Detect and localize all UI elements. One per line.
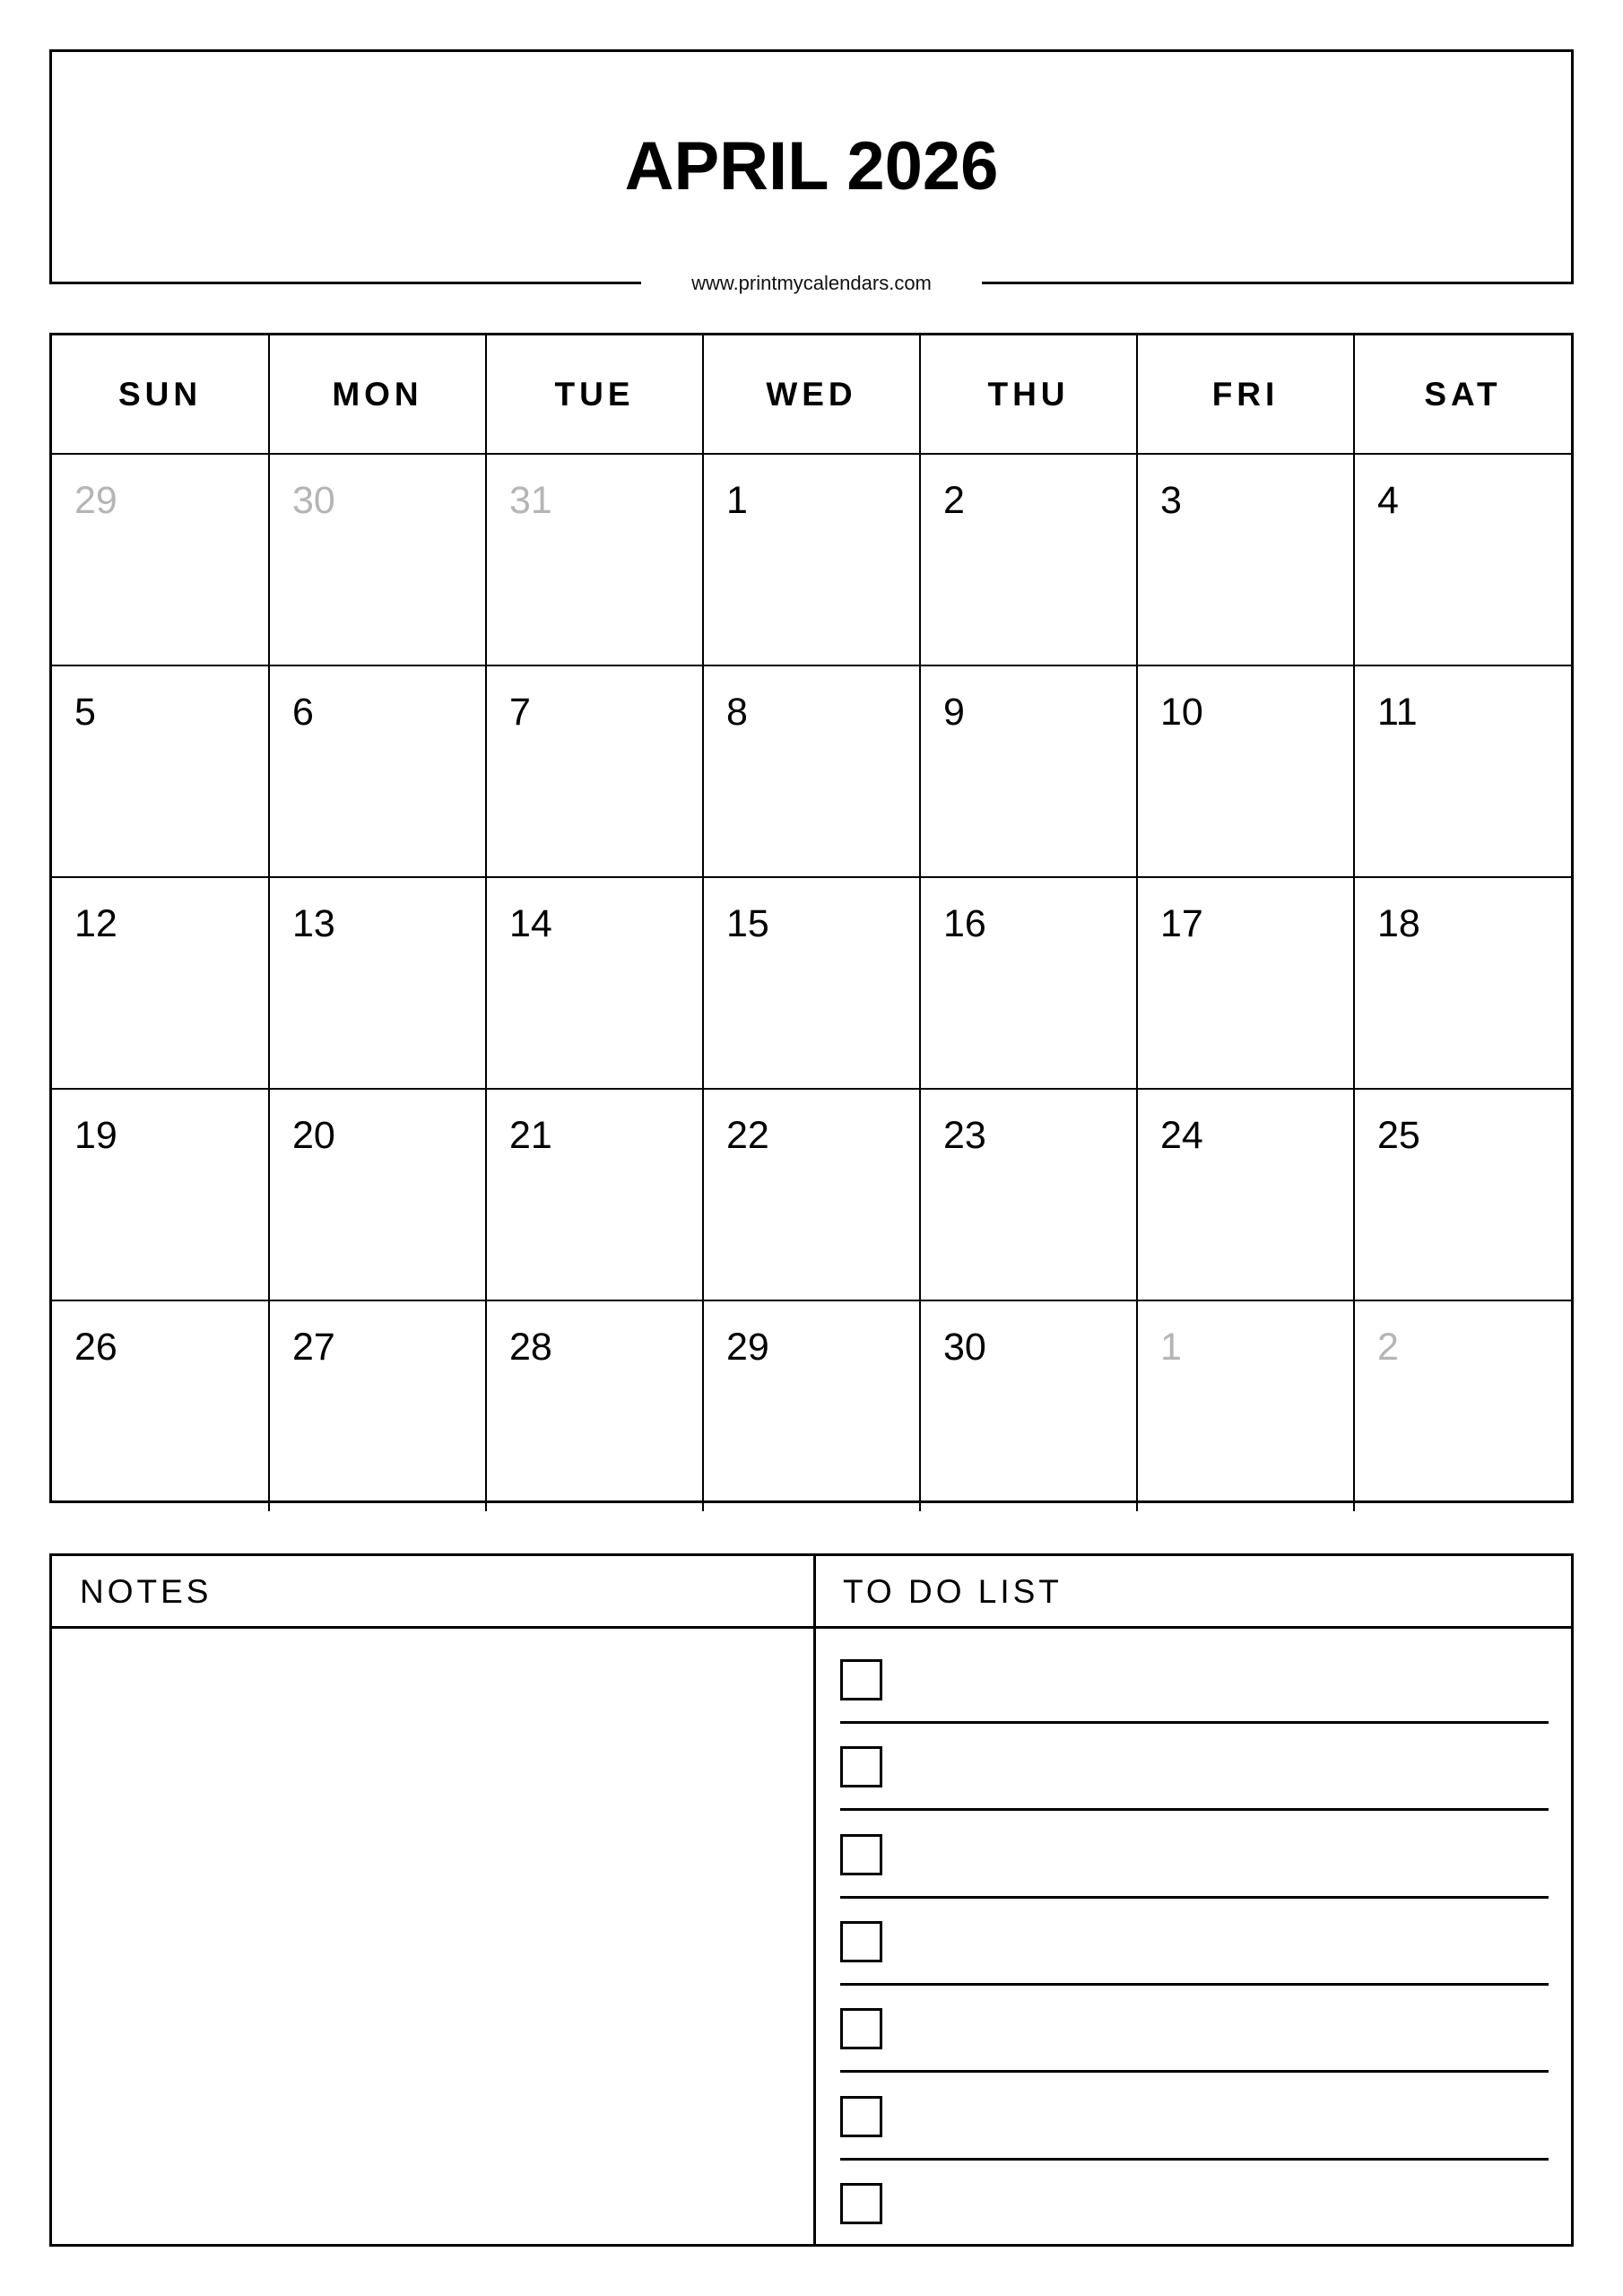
day-number: 26 [74,1326,117,1369]
todo-checkbox[interactable] [840,2096,882,2137]
day-cell[interactable] [52,1089,269,1300]
notes-area[interactable] [52,1629,813,2247]
day-cell[interactable] [486,1089,703,1300]
day-number: 25 [1377,1114,1420,1157]
day-number: 4 [1377,479,1399,522]
notes-todo-divider [813,1556,816,2244]
day-cell[interactable] [920,1089,1137,1300]
day-cell[interactable] [52,1300,269,1511]
notes-todo-box [49,1553,1574,2247]
day-cell[interactable] [486,1300,703,1511]
week-row [52,1089,1571,1300]
day-cell[interactable] [1354,665,1571,877]
day-cell[interactable] [52,665,269,877]
day-number: 15 [726,902,769,945]
day-number: 23 [943,1114,986,1157]
week-row [52,454,1571,665]
day-cell[interactable] [703,877,920,1089]
day-number: 9 [943,691,965,734]
day-number: 24 [1160,1114,1203,1157]
day-cell[interactable] [1354,877,1571,1089]
todo-checkbox[interactable] [840,1746,882,1787]
week-row [52,877,1571,1089]
day-cell[interactable] [920,877,1137,1089]
todo-write-line[interactable] [840,1896,1549,1899]
day-number: 28 [509,1326,552,1369]
day-cell[interactable] [920,1300,1137,1511]
todo-checkbox[interactable] [840,2183,882,2224]
day-cell[interactable] [269,454,486,665]
day-number: 10 [1160,691,1203,734]
page-title: APRIL 2026 [624,128,999,204]
day-cell[interactable] [1354,454,1571,665]
day-number: 5 [74,691,96,734]
day-number-other-month: 30 [292,479,335,522]
day-number: 7 [509,691,531,734]
weekday-sun: SUN [52,335,269,454]
week-row [52,665,1571,877]
todo-write-line[interactable] [840,2070,1549,2073]
day-number: 22 [726,1114,769,1157]
day-cell[interactable] [1137,454,1354,665]
day-cell[interactable] [486,877,703,1089]
todo-heading: TO DO LIST [843,1573,1063,1610]
day-number-other-month: 29 [74,479,117,522]
day-cell[interactable] [1137,1089,1354,1300]
day-cell[interactable] [920,454,1137,665]
weekday-mon: MON [269,335,486,454]
todo-write-line[interactable] [840,2158,1549,2161]
title-divider-left [49,282,641,284]
website-link[interactable]: www.printmycalendars.com [691,272,932,294]
day-number: 20 [292,1114,335,1157]
todo-checkbox[interactable] [840,1921,882,1962]
todo-checkbox[interactable] [840,2008,882,2049]
day-number: 21 [509,1114,552,1157]
day-cell[interactable] [1137,877,1354,1089]
week-row [52,1300,1571,1511]
day-cell[interactable] [269,1300,486,1511]
todo-write-line[interactable] [840,1721,1549,1724]
day-cell[interactable] [486,454,703,665]
day-cell[interactable] [269,665,486,877]
day-number-other-month: 1 [1160,1326,1182,1369]
day-cell[interactable] [52,454,269,665]
day-number: 1 [726,479,748,522]
notes-heading: NOTES [80,1573,213,1610]
day-number: 29 [726,1326,769,1369]
day-cell[interactable] [703,1300,920,1511]
day-number: 16 [943,902,986,945]
day-number: 19 [74,1114,117,1157]
title-divider-right [982,282,1574,284]
day-number-other-month: 2 [1377,1326,1399,1369]
todo-write-line[interactable] [840,1983,1549,1986]
day-number: 27 [292,1326,335,1369]
day-cell[interactable] [1137,665,1354,877]
day-number: 6 [292,691,314,734]
weekday-fri: FRI [1137,335,1354,454]
day-cell[interactable] [486,665,703,877]
weekday-header-row [52,335,1571,454]
day-cell[interactable] [269,877,486,1089]
day-number: 8 [726,691,748,734]
day-number: 14 [509,902,552,945]
weekday-tue: TUE [486,335,703,454]
weekday-wed: WED [703,335,920,454]
day-number: 3 [1160,479,1182,522]
day-cell[interactable] [703,1089,920,1300]
day-cell[interactable] [703,665,920,877]
calendar-grid [49,333,1574,1503]
weekday-sat: SAT [1354,335,1571,454]
weekday-thu: THU [920,335,1137,454]
day-number: 2 [943,479,965,522]
day-cell[interactable] [703,454,920,665]
todo-write-line[interactable] [840,1808,1549,1811]
day-cell[interactable] [1354,1089,1571,1300]
todo-checkbox[interactable] [840,1659,882,1700]
todo-checkbox[interactable] [840,1834,882,1875]
day-cell[interactable] [269,1089,486,1300]
day-number: 12 [74,902,117,945]
day-number: 30 [943,1326,986,1369]
day-cell[interactable] [52,877,269,1089]
day-number: 13 [292,902,335,945]
day-cell[interactable] [1137,1300,1354,1511]
day-cell[interactable] [1354,1300,1571,1511]
day-number: 18 [1377,902,1420,945]
day-cell[interactable] [920,665,1137,877]
day-number: 11 [1377,691,1418,734]
day-number: 17 [1160,902,1203,945]
day-number-other-month: 31 [509,479,552,522]
